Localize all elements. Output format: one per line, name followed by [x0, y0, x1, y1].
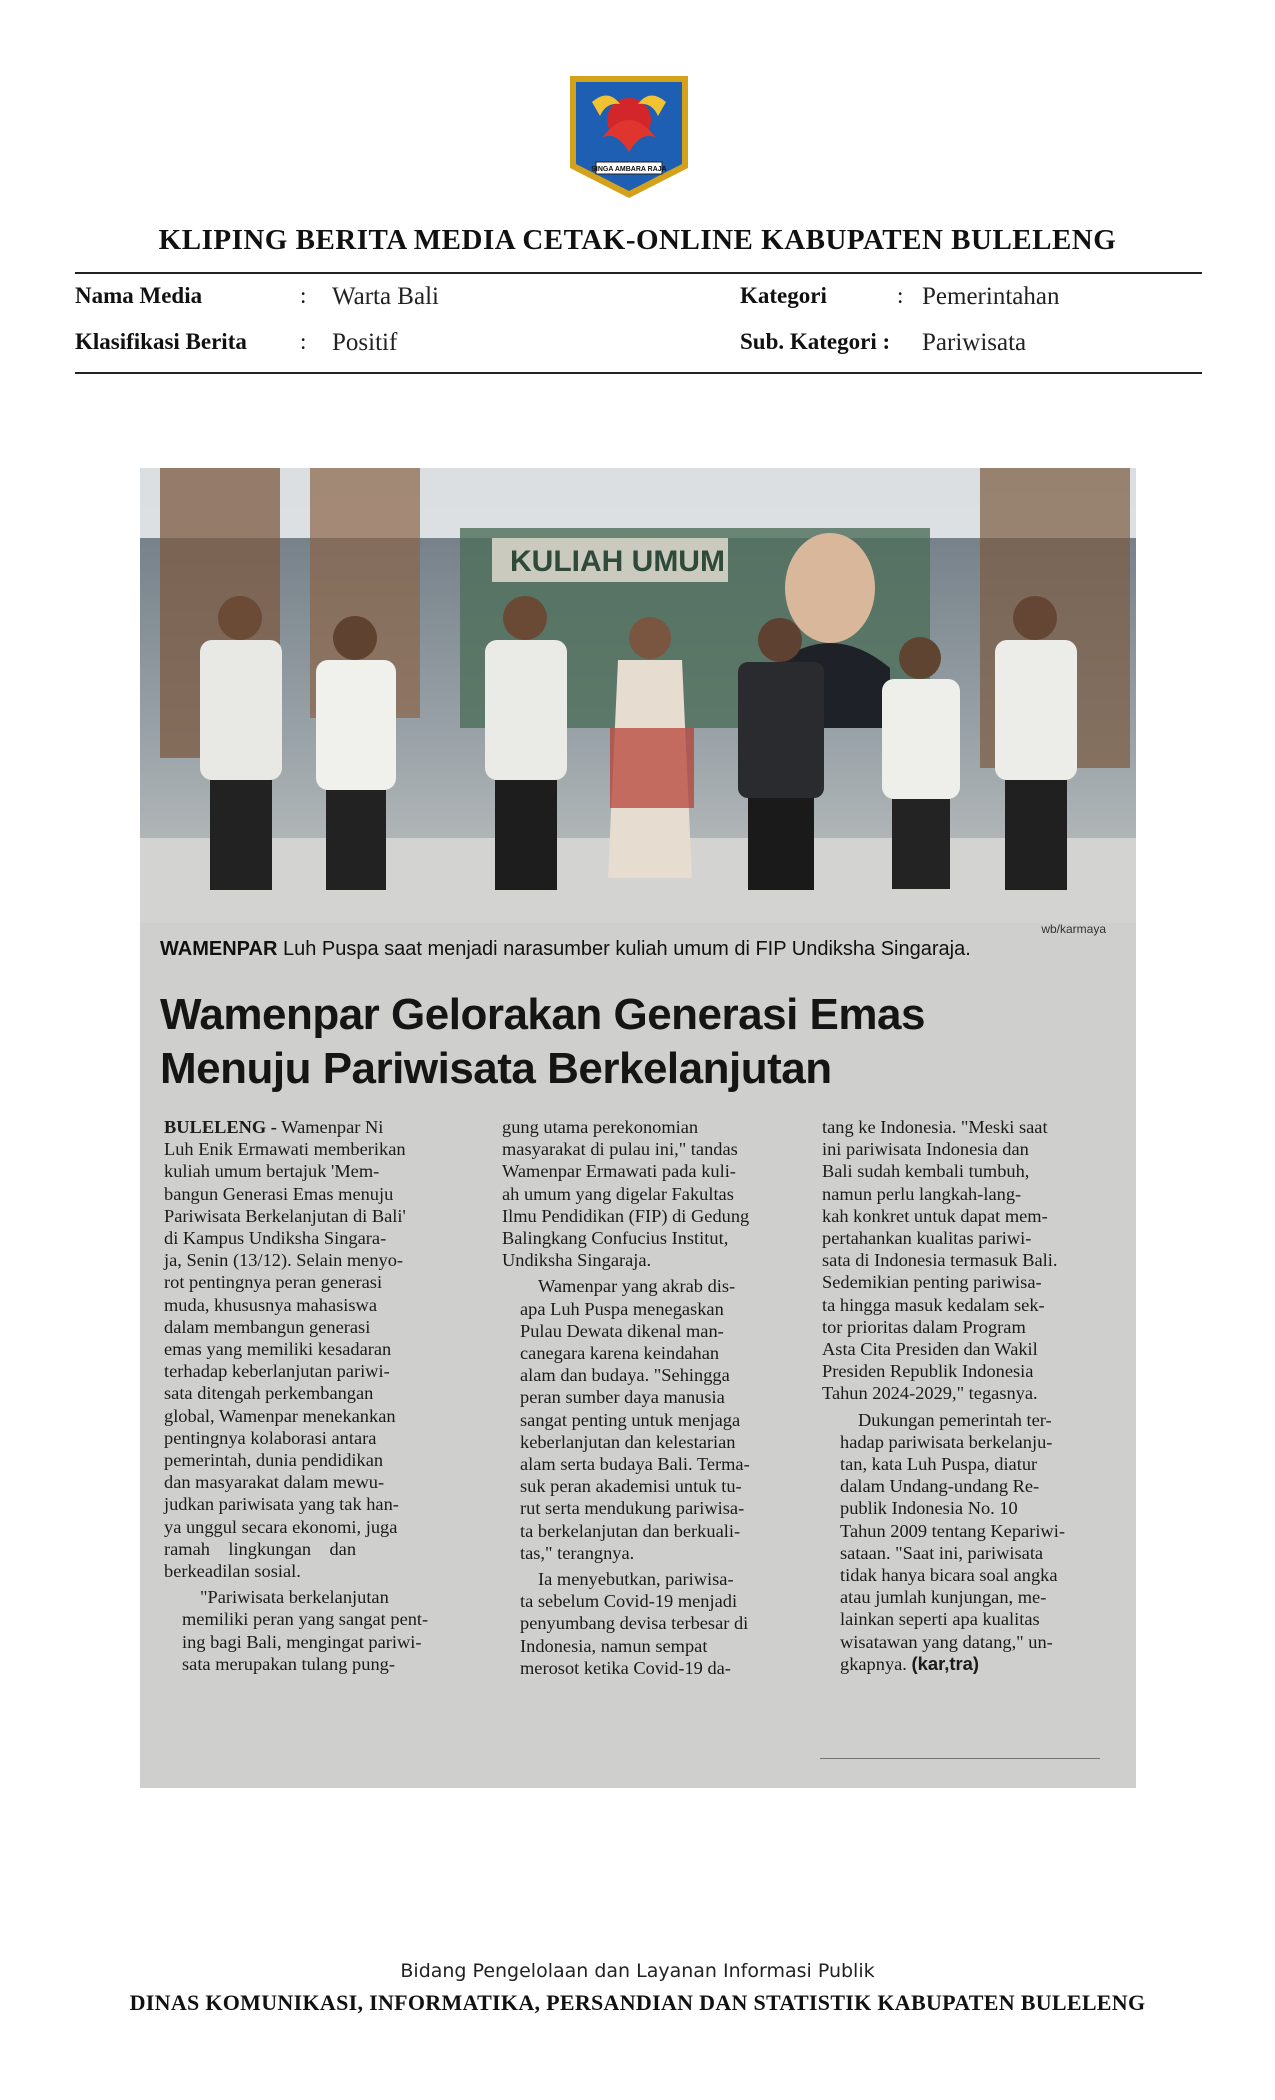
- article-line: dalam Undang-undang Re-: [840, 1476, 1040, 1497]
- article-line: rot pentingnya peran generasi: [164, 1272, 383, 1293]
- banner-text: KULIAH UMUM: [510, 545, 725, 578]
- article-line: pertahankan kualitas pariwi-: [822, 1228, 1032, 1249]
- article-line: memiliki peran yang sangat pent-: [182, 1609, 429, 1630]
- article-line: sata merupakan tulang pung-: [182, 1653, 395, 1674]
- article-line: Tahun 2009 tentang Kepariwi-: [840, 1520, 1065, 1541]
- media-label: Nama Media: [75, 283, 203, 308]
- article-line: emas yang memiliki kesadaran: [164, 1339, 392, 1360]
- classification-label: Klasifikasi Berita: [75, 329, 247, 354]
- article-line: ja, Senin (13/12). Selain menyo-: [164, 1250, 404, 1271]
- article-line: Presiden Republik Indonesia: [822, 1361, 1034, 1382]
- article-line: tan, kata Luh Puspa, diatur: [840, 1454, 1038, 1475]
- article-line: atau jumlah kunjungan, me-: [840, 1587, 1047, 1608]
- article-line: ramah lingkungan dan: [164, 1538, 357, 1559]
- article-line: dan masyarakat dalam mewu-: [164, 1472, 385, 1493]
- article-line: alam dan budaya. "Sehingga: [520, 1365, 730, 1386]
- article-line: pemerintah, dunia pendidikan: [164, 1450, 384, 1471]
- article-line: sata di Indonesia termasuk Bali.: [822, 1250, 1058, 1271]
- article-line: Pariwisata Berkelanjutan di Bali': [164, 1205, 406, 1226]
- article-line: peran sumber daya manusia: [520, 1387, 725, 1408]
- article-line: pentingnya kolaborasi antara: [164, 1427, 377, 1448]
- article-line: "Pariwisata berkelanjutan: [200, 1587, 389, 1608]
- footer-division: Bidang Pengelolaan dan Layanan Informasi Publik: [400, 1960, 875, 1982]
- article-line: suk peran akademisi untuk tu-: [520, 1476, 742, 1497]
- article-line: Undiksha Singaraja.: [502, 1250, 652, 1271]
- article-line: muda, khususnya mahasiswa: [164, 1294, 377, 1315]
- col1-paragraph-2: [164, 1586, 482, 1675]
- caption-lead: WAMENPAR: [160, 938, 278, 960]
- article-line: judkan pariwisata yang tak han-: [164, 1494, 399, 1515]
- article-column-2: [502, 1116, 800, 1679]
- meta-divider: [75, 372, 1202, 374]
- article-line: ta sebelum Covid-19 menjadi: [520, 1591, 738, 1612]
- article-line: alam serta budaya Bali. Terma-: [520, 1454, 750, 1475]
- article-line: global, Wamenpar menekankan: [164, 1405, 396, 1426]
- headline-line-2: Menuju Pariwisata Berkelanjutan: [160, 1044, 832, 1093]
- article-line: apa Luh Puspa menegaskan: [520, 1298, 724, 1319]
- category-label: Kategori: [740, 283, 827, 308]
- col2-paragraph-2: [502, 1275, 800, 1564]
- article-line: Ia menyebutkan, pariwisa-: [538, 1569, 734, 1590]
- article-line: Tahun 2024-2029," tegasnya.: [822, 1383, 1038, 1404]
- category-value: Pemerintahan: [922, 283, 1060, 310]
- article-line: tidak hanya bicara soal angka: [840, 1565, 1058, 1586]
- headline-line-1: Wamenpar Gelorakan Generasi Emas: [160, 990, 925, 1039]
- article-line: Luh Enik Ermawati memberikan: [164, 1139, 406, 1160]
- article-line: gung utama perekonomian: [502, 1117, 699, 1137]
- news-clipping: [140, 468, 1136, 1788]
- article-line: ya unggul secara ekonomi, juga: [164, 1516, 398, 1537]
- article-end-rule: [820, 1758, 1100, 1759]
- article-line: kuliah umum bertajuk 'Mem-: [164, 1161, 380, 1182]
- article-line: ing bagi Bali, mengingat pariwi-: [182, 1631, 422, 1652]
- page-title: KLIPING BERITA MEDIA CETAK-ONLINE KABUPATEN BULELENG: [158, 224, 1117, 256]
- article-line: sata ditengah perkembangan: [164, 1383, 374, 1404]
- footer-agency: DINAS KOMUNIKASI, INFORMATIKA, PERSANDIAN DAN STATISTIK KABUPATEN BULELENG: [129, 1990, 1146, 2015]
- col3-paragraph-1: [822, 1116, 1118, 1405]
- article-line: wisatawan yang datang," un-: [840, 1631, 1053, 1652]
- col2-paragraph-1: [502, 1116, 800, 1271]
- media-value: Warta Bali: [332, 283, 439, 310]
- subcategory-label: Sub. Kategori :: [740, 329, 891, 354]
- dateline: BULELENG -: [164, 1117, 277, 1137]
- regency-logo: [562, 72, 696, 202]
- article-line: canegara karena keindahan: [520, 1343, 720, 1364]
- article-line: Asta Cita Presiden dan Wakil: [822, 1339, 1038, 1360]
- article-line: terhadap keberlanjutan pariwi-: [164, 1361, 390, 1382]
- article-line: dalam membangun generasi: [164, 1316, 371, 1337]
- article-line: keberlanjutan dan kelestarian: [520, 1431, 736, 1452]
- article-line: berkeadilan sosial.: [164, 1561, 301, 1582]
- classification-colon: :: [300, 329, 307, 354]
- header-divider: [75, 272, 1202, 274]
- article-line: ini pariwisata Indonesia dan: [822, 1139, 1029, 1160]
- article-line: namun perlu langkah-lang-: [822, 1183, 1022, 1204]
- article-line: Bali sudah kembali tumbuh,: [822, 1161, 1030, 1182]
- article-line: Dukungan pemerintah ter-: [858, 1409, 1052, 1430]
- article-line: penyumbang devisa terbesar di: [520, 1613, 749, 1634]
- article-line: Ilmu Pendidikan (FIP) di Gedung: [502, 1205, 750, 1226]
- author-signature: (kar,tra): [911, 1652, 979, 1674]
- article-line: Wamenpar yang akrab dis-: [538, 1276, 736, 1297]
- article-line: di Kampus Undiksha Singara-: [164, 1228, 387, 1249]
- article-line: rut serta mendukung pariwisa-: [520, 1498, 745, 1519]
- article-line: hadap pariwisata berkelanju-: [840, 1431, 1053, 1452]
- article-line: Sedemikian penting pariwisa-: [822, 1272, 1042, 1293]
- subcategory-value: Pariwisata: [922, 329, 1027, 356]
- article-line: merosot ketika Covid-19 da-: [520, 1657, 731, 1678]
- article-line: publik Indonesia No. 10: [840, 1498, 1018, 1519]
- article-line: Balingkang Confucius Institut,: [502, 1228, 729, 1249]
- article-line: ta hingga masuk kedalam sek-: [822, 1294, 1045, 1315]
- article-line: Pulau Dewata dikenal man-: [520, 1320, 724, 1341]
- article-headline: [160, 988, 1120, 1096]
- article-column-3: [822, 1116, 1118, 1675]
- media-colon: :: [300, 283, 307, 308]
- article-line: ah umum yang digelar Fakultas: [502, 1183, 734, 1204]
- article-line: sataan. "Saat ini, pariwisata: [840, 1542, 1044, 1563]
- col3-paragraph-2: [822, 1409, 1118, 1675]
- article-line: ta berkelanjutan dan berkuali-: [520, 1520, 741, 1541]
- article-column-1: [164, 1116, 482, 1675]
- category-colon: :: [897, 283, 904, 308]
- photo-credit: wb/karmaya: [1041, 922, 1106, 936]
- classification-value: Positif: [332, 329, 398, 356]
- article-line: BULELENG - Wamenpar Ni: [164, 1117, 384, 1137]
- caption-text: Luh Puspa saat menjadi narasumber kuliah umum di FIP Undiksha Singaraja.: [277, 938, 971, 960]
- article-line: sangat penting untuk menjaga: [520, 1409, 741, 1430]
- article-line: masyarakat di pulau ini," tandas: [502, 1139, 738, 1160]
- article-line: gkapnya. (kar,tra): [840, 1652, 979, 1674]
- article-line: tor prioritas dalam Program: [822, 1316, 1026, 1337]
- article-line: tang ke Indonesia. "Meski saat: [822, 1117, 1048, 1137]
- article-line: tas," terangnya.: [520, 1542, 635, 1563]
- col2-paragraph-3: [502, 1568, 800, 1679]
- article-line: lainkan seperti apa kualitas: [840, 1609, 1040, 1630]
- article-line: Wamenpar Ermawati pada kuli-: [502, 1161, 736, 1182]
- col1-paragraph-1: [164, 1116, 482, 1582]
- singa-ambara-raja-crest-icon: [562, 72, 696, 202]
- photo-caption: [160, 938, 1120, 961]
- article-line: Indonesia, namun sempat: [520, 1635, 708, 1656]
- article-line: bangun Generasi Emas menuju: [164, 1183, 394, 1204]
- news-photo: [140, 468, 1136, 923]
- logo-text: SINGA AMBARA RAJA: [591, 166, 667, 173]
- article-line: kah konkret untuk dapat mem-: [822, 1205, 1048, 1226]
